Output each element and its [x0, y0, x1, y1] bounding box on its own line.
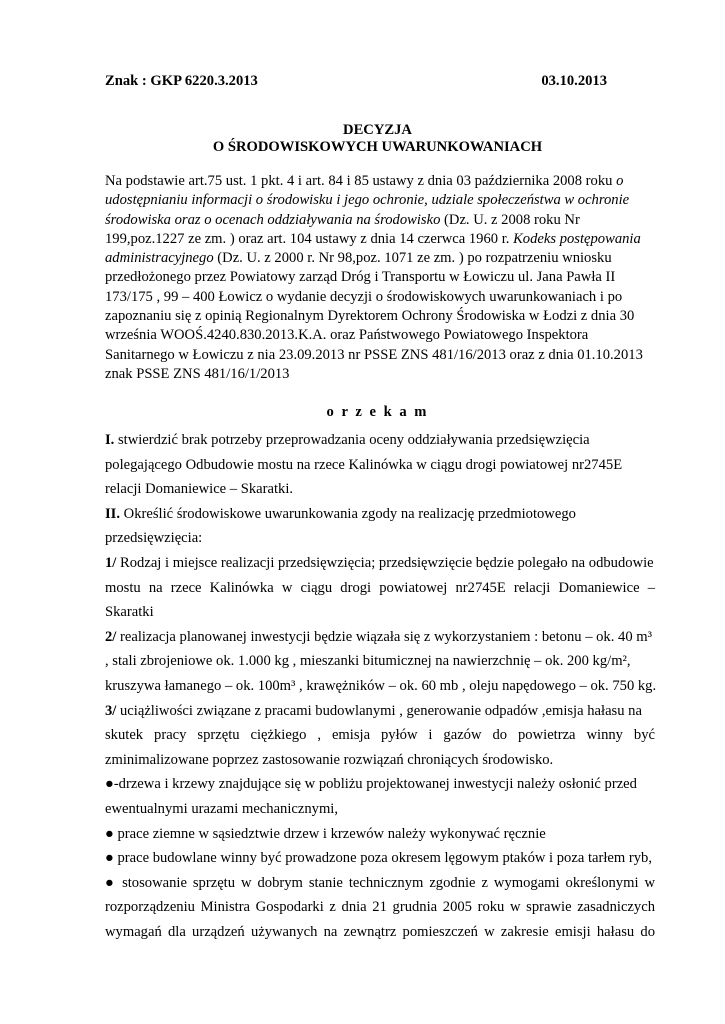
- text-line: przedsięwzięcia:: [105, 530, 203, 547]
- ruling-body: [105, 428, 655, 944]
- text-line: 2/ realizacja planowanej inwestycji będzie wiązała się z wykorzystaniem : betonu – ok. 40 m³: [105, 628, 652, 645]
- bullet-item: ● prace budowlane winny być prowadzone poza okresem lęgowym ptaków i poza tarłem ryb,: [105, 850, 652, 867]
- document-subtitle: O ŚRODOWISKOWYCH UWARUNKOWANIACH: [212, 139, 543, 155]
- text-line: ewentualnymi urazami mechanicznymi,: [105, 800, 339, 817]
- bullet-item: ● prace ziemne w sąsiedztwie drzew i krzewów należy wykonywać ręcznie: [105, 825, 546, 842]
- text-line: rozporządzeniu Ministra Gospodarki z dnia 21 grudnia 2005 roku w sprawie zasadniczych: [105, 899, 655, 916]
- text-line: udostępnianiu informacji o środowisku i jego ochronie, udziale społeczeństwa w ochronie: [105, 192, 630, 209]
- text-line: środowiska oraz o ocenach oddziaływania na środowisko (Dz. U. z 2008 roku Nr: [105, 211, 580, 228]
- text-line: znak PSSE ZNS 481/16/1/2013: [105, 365, 290, 382]
- text-line: polegającego Odbudowie mostu na rzece Kalinówka w ciągu drogi powiatowej nr2745E: [105, 456, 623, 473]
- text-line: zminimalizowane poprzez zastosowanie rozwiązań chroniących środowisko.: [105, 751, 554, 768]
- ruling-heading: o r z e k a m: [326, 404, 429, 420]
- text-line: 199,poz.1227 ze zm. ) oraz art. 104 ustawy z dnia 14 czerwca 1960 r. Kodeks postępowania: [105, 230, 641, 247]
- text-line: 1/ Rodzaj i miejsce realizacji przedsięwzięcia; przedsięwzięcie będzie polegało na odbudowie: [105, 554, 654, 571]
- text-line: 3/ uciążliwości związane z pracami budowlanymi , generowanie odpadów ,emisja hałasu na: [105, 702, 642, 719]
- text-line: 173/175 , 99 – 400 Łowicz o wydanie decyzji o środowiskowych uwarunkowaniach i po: [105, 288, 623, 305]
- text-line: wymagań dla urządzeń używanych na zewnątrz pomieszczeń w zakresie emisji hałasu do: [105, 923, 655, 940]
- text-line: kruszywa łamanego – ok. 100m³ , krawężników – ok. 60 mb , oleju napędowego – ok. 750 kg.: [105, 677, 657, 694]
- text-line: administracyjnego (Dz. U. z 2000 r. Nr 98,poz. 1071 ze zm. ) po rozpatrzeniu wniosku: [105, 250, 612, 267]
- text-line: relacji Domaniewice – Skaratki.: [105, 481, 294, 498]
- text-line: Na podstawie art.75 ust. 1 pkt. 4 i art. 84 i 85 ustawy z dnia 03 października 2008 roku o: [105, 173, 624, 189]
- text-line: mostu na rzece Kalinówka w ciągu drogi powiatowej nr2745E relacji Domaniewice –: [105, 579, 655, 596]
- text-line: Sanitarnego w Łowiczu z nia 23.09.2013 nr PSSE ZNS 481/16/2013 oraz z dnia 01.10.2013: [105, 346, 643, 363]
- document-date: 03.10.2013: [541, 73, 607, 89]
- text-line: I. stwierdzić brak potrzeby przeprowadzania oceny oddziaływania przedsięwzięcia: [105, 432, 590, 448]
- text-line: II. Określić środowiskowe uwarunkowania zgody na realizację przedmiotowego: [105, 505, 576, 522]
- text-line: skutek pracy sprzętu ciężkiego , emisja pyłów i gazów do powietrza winny być: [105, 727, 655, 744]
- reference-sign: Znak : GKP 6220.3.2013: [105, 73, 258, 89]
- text-line: Skaratki: [105, 604, 154, 621]
- bullet-item: ●-drzewa i krzewy znajdujące się w pobliżu projektowanej inwestycji należy osłonić przed: [105, 776, 637, 793]
- text-line: zapoznaniu się z opinią Regionalnym Dyrektorem Ochrony Środowiska w Łodzi z dnia 30: [105, 308, 635, 325]
- text-line: września WOOŚ.4240.830.2013.K.A. oraz Państwowego Powiatowego Inspektora: [105, 327, 589, 344]
- bullet-item: ● stosowanie sprzętu w dobrym stanie technicznym zgodnie z wymogami określonymi w: [105, 874, 655, 891]
- text-line: przedłożonego przez Powiatowy zarząd Dróg i Transportu w Łowiczu ul. Jana Pawła II: [105, 269, 616, 286]
- text-line: , stali zbrojeniowe ok. 1.000 kg , mieszanki bitumicznej na nawierzchnię – ok. 200 kg/m²,: [105, 653, 631, 670]
- document-title: DECYZJA: [343, 122, 412, 138]
- legal-basis-paragraph: [105, 172, 650, 384]
